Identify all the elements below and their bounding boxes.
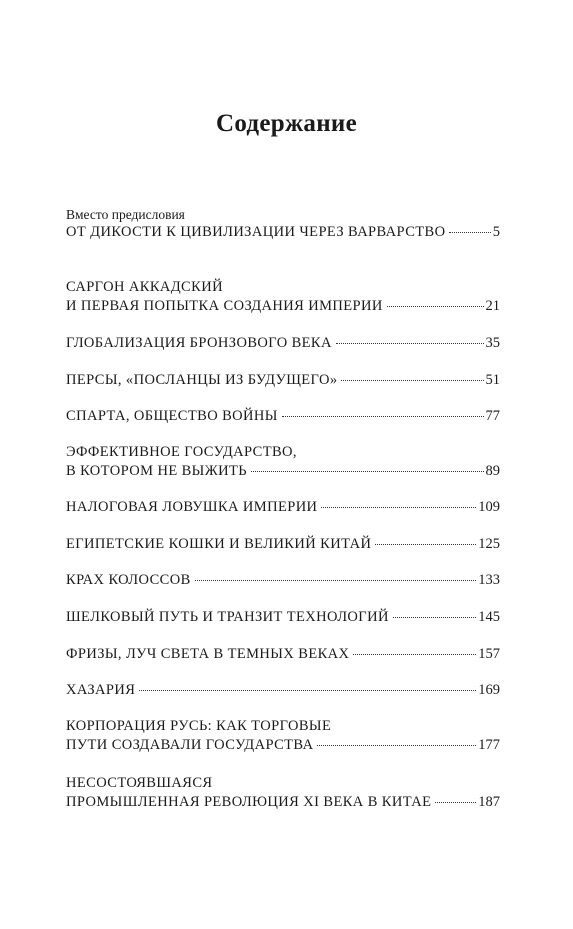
toc-entry-row (66, 736, 500, 755)
toc-entry[interactable] (66, 407, 500, 426)
toc-page-number: 5 (492, 224, 500, 240)
toc-entry[interactable] (66, 571, 500, 590)
toc-entry[interactable] (66, 645, 500, 664)
toc-entry-title: ЕГИПЕТСКИЕ КОШКИ И ВЕЛИКИЙ КИТАЙ (66, 536, 372, 552)
toc-entry-title: КОРПОРАЦИЯ РУСЬ: КАК ТОРГОВЫЕ (66, 718, 332, 734)
toc-page-number: 169 (478, 682, 500, 698)
toc-entry-title: ШЕЛКОВЫЙ ПУТЬ И ТРАНЗИТ ТЕХНОЛОГИЙ (66, 609, 389, 625)
toc-entry-row (66, 334, 500, 353)
toc-entry[interactable] (66, 334, 500, 353)
toc-page-number: 89 (485, 463, 500, 479)
toc-entry-title: ПЕРСЫ, «ПОСЛАНЦЫ ИЗ БУДУЩЕГО» (66, 372, 338, 388)
preface-label: Вместо предисловия (66, 207, 185, 222)
toc-entry-title: КРАХ КОЛОССОВ (66, 572, 191, 588)
dot-leader (375, 544, 476, 545)
toc-entry-title: ЭФФЕКТИВНОЕ ГОСУДАРСТВО, (66, 444, 297, 460)
toc-page-number: 187 (478, 794, 500, 810)
toc-entry-row (66, 571, 500, 590)
dot-leader (282, 416, 484, 417)
toc-page-number: 35 (485, 335, 500, 351)
dot-leader (435, 802, 476, 803)
toc-entry[interactable] (66, 608, 500, 627)
toc-entry-title-cont: ПУТИ СОЗДАВАЛИ ГОСУДАРСТВА (66, 737, 314, 753)
toc-page-number: 145 (478, 609, 500, 625)
toc-entry[interactable] (66, 535, 500, 554)
page-title: Содержание (215, 110, 357, 137)
toc-entry[interactable] (66, 278, 500, 316)
dot-leader (195, 580, 477, 581)
dot-leader (336, 343, 484, 344)
toc-entry-title-cont: В КОТОРОМ НЕ ВЫЖИТЬ (66, 463, 247, 479)
toc-entry-title-cont: ПРОМЫШЛЕННАЯ РЕВОЛЮЦИЯ XI ВЕКА В КИТАЕ (66, 794, 432, 810)
toc-entry-title: ГЛОБАЛИЗАЦИЯ БРОНЗОВОГО ВЕКА (66, 335, 332, 351)
toc-entry-row (66, 793, 500, 812)
toc-entry-row (66, 407, 500, 426)
dot-leader (251, 471, 484, 472)
toc-entry-row (66, 462, 500, 481)
toc-entry-row (66, 297, 500, 316)
dot-leader (321, 507, 476, 508)
toc-entry[interactable] (66, 774, 500, 812)
toc-entry-row (66, 681, 500, 700)
toc-entry[interactable] (66, 371, 500, 390)
toc-entry[interactable] (66, 717, 500, 755)
toc-entry-title: ХАЗАРИЯ (66, 682, 136, 698)
toc-entry-title: ОТ ДИКОСТИ К ЦИВИЛИЗАЦИИ ЧЕРЕЗ ВАРВАРСТВО (66, 224, 446, 240)
dot-leader (353, 654, 476, 655)
toc-entry-row (66, 535, 500, 554)
toc-entry-row (66, 223, 500, 242)
toc-page-number: 125 (478, 536, 500, 552)
toc-entry-row (66, 645, 500, 664)
dot-leader (449, 232, 490, 233)
toc-entry[interactable] (66, 443, 500, 481)
toc-entry-title-cont: И ПЕРВАЯ ПОПЫТКА СОЗДАНИЯ ИМПЕРИИ (66, 298, 383, 314)
toc-page-number: 109 (478, 499, 500, 515)
dot-leader (387, 306, 484, 307)
toc-entry[interactable] (66, 498, 500, 517)
toc-page-number: 157 (478, 646, 500, 662)
dot-leader (341, 380, 483, 381)
toc-entry-title: СПАРТА, ОБЩЕСТВО ВОЙНЫ (66, 408, 278, 424)
dot-leader (139, 690, 476, 691)
toc-entry-title: САРГОН АККАДСКИЙ (66, 279, 223, 295)
toc-page-number: 177 (478, 737, 500, 753)
toc-entry-title: ФРИЗЫ, ЛУЧ СВЕТА В ТЕМНЫХ ВЕКАХ (66, 646, 350, 662)
toc-page-number: 51 (485, 372, 500, 388)
toc-page-number: 77 (485, 408, 500, 424)
toc-entry[interactable] (66, 207, 500, 242)
toc-entry-title: НЕСОСТОЯВШАЯСЯ (66, 775, 213, 791)
toc-entry-row (66, 371, 500, 390)
toc-entry[interactable] (66, 681, 500, 700)
toc-entry-title: НАЛОГОВАЯ ЛОВУШКА ИМПЕРИИ (66, 499, 318, 515)
dot-leader (317, 745, 476, 746)
toc-entry-row (66, 498, 500, 517)
toc-page-number: 133 (478, 572, 500, 588)
dot-leader (393, 617, 476, 618)
toc-entry-row (66, 608, 500, 627)
toc-page-number: 21 (485, 298, 500, 314)
